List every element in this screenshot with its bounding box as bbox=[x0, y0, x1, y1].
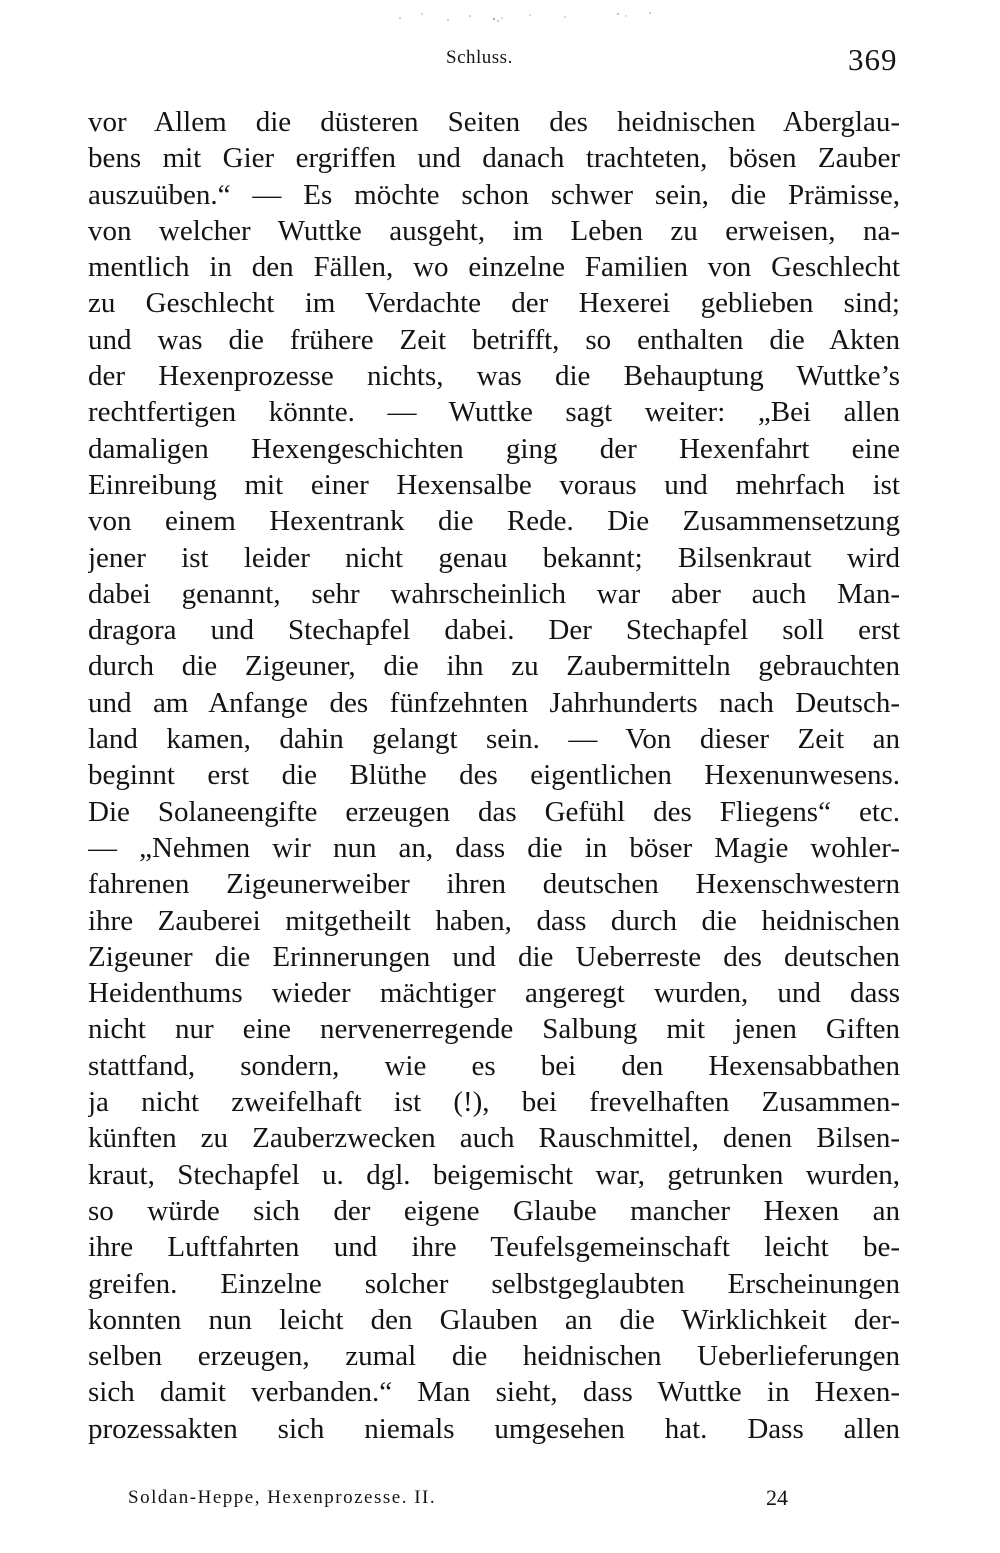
text-line: greifen. Einzelne solcher selbstgeglaubten Erscheinungen bbox=[88, 1267, 900, 1300]
text-line: fahrenen Zigeunerweiber ihren deutschen Hexenschwestern bbox=[88, 868, 900, 901]
text-line: durch die Zigeuner, die ihn zu Zaubermitteln gebrauchten bbox=[88, 650, 900, 683]
text-line: beginnt erst die Blüthe des eigentlichen Hexenunwesens. bbox=[88, 759, 900, 792]
text-line: zu Geschlecht im Verdachte der Hexerei geblieben sind; bbox=[88, 287, 900, 320]
text-line: ihre Zauberei mitgetheilt haben, dass durch die heidnischen bbox=[88, 904, 900, 937]
text-line: von einem Hexentrank die Rede. Die Zusammensetzung bbox=[88, 505, 900, 538]
text-line: Heidenthums wieder mächtiger angeregt wurden, und dass bbox=[88, 977, 900, 1010]
text-line: — „Nehmen wir nun an, dass die in böser Magie wohler- bbox=[88, 831, 900, 864]
text-line: ihre Luftfahrten und ihre Teufelsgemeinschaft leicht be- bbox=[88, 1231, 900, 1264]
text-line: künften zu Zauberzwecken auch Rauschmittel, denen Bilsen- bbox=[88, 1122, 900, 1155]
body-text bbox=[88, 104, 900, 1447]
text-line: auszuüben.“ — Es möchte schon schwer sein, die Prämisse, bbox=[88, 178, 900, 211]
text-line: und am Anfange des fünfzehnten Jahrhunderts nach Deutsch- bbox=[88, 686, 900, 719]
text-line: dabei genannt, sehr wahrscheinlich war aber auch Man- bbox=[88, 577, 900, 610]
sheet-number: 24 bbox=[766, 1485, 788, 1510]
text-line: stattfand, sondern, wie es bei den Hexensabbathen bbox=[88, 1049, 900, 1082]
text-line: konnten nun leicht den Glauben an die Wirklichkeit der- bbox=[88, 1303, 900, 1336]
text-line: damaligen Hexengeschichten ging der Hexenfahrt eine bbox=[88, 432, 900, 465]
text-line: sich damit verbanden.“ Man sieht, dass Wuttke in Hexen- bbox=[88, 1376, 900, 1409]
text-line: dragora und Stechapfel dabei. Der Stechapfel soll erst bbox=[88, 614, 900, 647]
text-line: selben erzeugen, zumal die heidnischen Ueberlieferungen bbox=[88, 1340, 900, 1373]
text-line: prozessakten sich niemals umgesehen hat. Dass allen bbox=[88, 1412, 900, 1445]
text-line: kraut, Stechapfel u. dgl. beigemischt war, getrunken wurden, bbox=[88, 1158, 900, 1191]
text-line: jener ist leider nicht genau bekannt; Bilsenkraut wird bbox=[88, 541, 900, 574]
page-number: 369 bbox=[848, 42, 898, 77]
text-line: Die Solaneengifte erzeugen das Gefühl des Fliegens“ etc. bbox=[88, 795, 900, 828]
text-line: ja nicht zweifelhaft ist (!), bei frevelhaften Zusammen- bbox=[88, 1086, 900, 1119]
text-line: mentlich in den Fällen, wo einzelne Familien von Geschlecht bbox=[88, 251, 900, 284]
text-line: der Hexenprozesse nichts, was die Behauptung Wuttke’s bbox=[88, 360, 900, 393]
text-line: Zigeuner die Erinnerungen und die Ueberreste des deutschen bbox=[88, 940, 900, 973]
text-line: rechtfertigen könnte. — Wuttke sagt weiter: „Bei allen bbox=[88, 396, 900, 429]
printer-signature: Soldan-Heppe, Hexenprozesse. II. bbox=[128, 1487, 437, 1508]
text-line: nicht nur eine nervenerregende Salbung mit jenen Giften bbox=[88, 1013, 900, 1046]
text-line: Einreibung mit einer Hexensalbe voraus und mehrfach ist bbox=[88, 468, 900, 501]
text-line: so würde sich der eigene Glaube mancher Hexen an bbox=[88, 1194, 900, 1227]
print-speckles bbox=[360, 8, 660, 28]
text-line: land kamen, dahin gelangt sein. — Von dieser Zeit an bbox=[88, 723, 900, 756]
text-line: von welcher Wuttke ausgeht, im Leben zu erweisen, na- bbox=[88, 214, 900, 247]
text-line: und was die frühere Zeit betrifft, so enthalten die Akten bbox=[88, 323, 900, 356]
text-line: bens mit Gier ergriffen und danach trachteten, bösen Zauber bbox=[88, 142, 900, 175]
running-head: Schluss. bbox=[446, 47, 513, 68]
text-line: vor Allem die düsteren Seiten des heidnischen Aberglau- bbox=[88, 106, 900, 138]
